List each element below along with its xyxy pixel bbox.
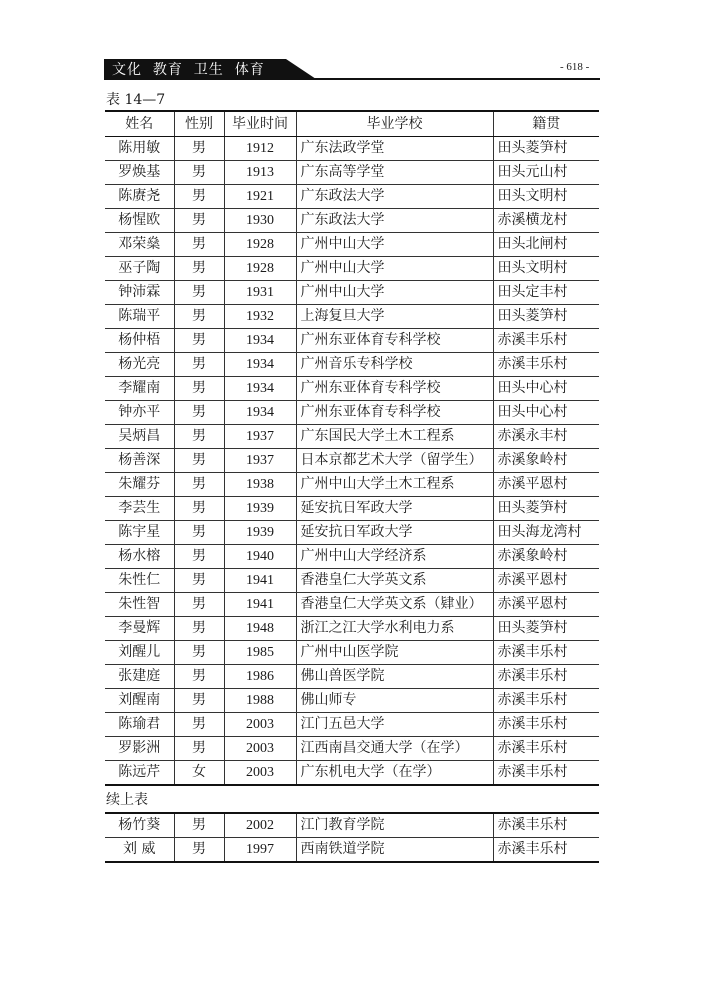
table-caption: 表 14—7 (106, 92, 166, 108)
cell-gender: 男 (174, 209, 224, 233)
header-rule (104, 78, 600, 80)
table-header-row (105, 111, 599, 137)
cell-hometown: 赤溪丰乐村 (493, 641, 599, 665)
cell-school: 江门教育学院 (296, 813, 493, 838)
cell-gender: 男 (174, 521, 224, 545)
cell-name: 杨竹葵 (105, 813, 174, 838)
cell-gender: 男 (174, 473, 224, 497)
cell-school: 香港皇仁大学英文系（肄业） (296, 593, 493, 617)
cell-name: 罗影洲 (105, 737, 174, 761)
cell-year: 1940 (224, 545, 296, 569)
cell-gender: 男 (174, 545, 224, 569)
cell-hometown: 田头元山村 (493, 161, 599, 185)
cell-year: 1948 (224, 617, 296, 641)
cell-year: 2002 (224, 813, 296, 838)
cell-gender: 男 (174, 353, 224, 377)
table-row (105, 185, 599, 209)
table-row (105, 257, 599, 281)
table-row (105, 689, 599, 713)
cell-name: 李芸生 (105, 497, 174, 521)
table-row (105, 305, 599, 329)
cell-year: 1934 (224, 353, 296, 377)
cell-name: 杨仲梧 (105, 329, 174, 353)
cell-hometown: 田头北闸村 (493, 233, 599, 257)
column-header-gender: 性别 (174, 111, 224, 137)
cell-year: 1988 (224, 689, 296, 713)
cell-gender: 男 (174, 137, 224, 161)
column-header-name: 姓名 (105, 111, 174, 137)
table-row (105, 617, 599, 641)
cell-school: 上海复旦大学 (296, 305, 493, 329)
cell-gender: 男 (174, 593, 224, 617)
cell-name: 杨水榕 (105, 545, 174, 569)
table-row (105, 401, 599, 425)
cell-year: 1934 (224, 377, 296, 401)
table-row (105, 233, 599, 257)
cell-hometown: 田头菱笋村 (493, 617, 599, 641)
cell-year: 2003 (224, 737, 296, 761)
table-row (105, 473, 599, 497)
cell-hometown: 赤溪丰乐村 (493, 665, 599, 689)
cell-year: 1928 (224, 257, 296, 281)
table-row (105, 425, 599, 449)
cell-name: 朱耀芬 (105, 473, 174, 497)
cell-school: 江门五邑大学 (296, 713, 493, 737)
cell-school: 广州中山大学土木工程系 (296, 473, 493, 497)
cell-name: 朱性智 (105, 593, 174, 617)
cell-hometown: 赤溪平恩村 (493, 473, 599, 497)
cell-gender: 男 (174, 689, 224, 713)
cell-hometown: 赤溪丰乐村 (493, 329, 599, 353)
cell-hometown: 赤溪平恩村 (493, 593, 599, 617)
cell-school: 广东政法大学 (296, 209, 493, 233)
cell-gender: 男 (174, 713, 224, 737)
table-row (105, 329, 599, 353)
page-number: - 618 - (560, 61, 590, 73)
table-row (105, 161, 599, 185)
cell-school: 广州中山医学院 (296, 641, 493, 665)
cell-name: 杨善深 (105, 449, 174, 473)
cell-hometown: 赤溪丰乐村 (493, 713, 599, 737)
table-row (105, 521, 599, 545)
cell-year: 1939 (224, 521, 296, 545)
table-row (105, 641, 599, 665)
cell-name: 陈宇星 (105, 521, 174, 545)
cell-year: 1985 (224, 641, 296, 665)
cell-school: 日本京都艺术大学（留学生） (296, 449, 493, 473)
cell-year: 1928 (224, 233, 296, 257)
cell-school: 广东法政学堂 (296, 137, 493, 161)
cell-name: 刘醒南 (105, 689, 174, 713)
cell-school: 广东政法大学 (296, 185, 493, 209)
cell-school: 佛山兽医学院 (296, 665, 493, 689)
cell-name: 朱性仁 (105, 569, 174, 593)
cell-school: 广州中山大学 (296, 257, 493, 281)
cell-name: 刘醒儿 (105, 641, 174, 665)
cell-gender: 男 (174, 665, 224, 689)
cell-year: 1997 (224, 838, 296, 863)
cell-name: 吴炳昌 (105, 425, 174, 449)
cell-gender: 男 (174, 425, 224, 449)
table-row (105, 449, 599, 473)
cell-gender: 男 (174, 233, 224, 257)
cell-gender: 男 (174, 737, 224, 761)
cell-name: 巫子陶 (105, 257, 174, 281)
table-row (105, 813, 599, 838)
continuation-caption: 续上表 (106, 792, 148, 808)
column-header-year: 毕业时间 (224, 111, 296, 137)
cell-name: 陈用敏 (105, 137, 174, 161)
cell-name: 陈瑞平 (105, 305, 174, 329)
cell-year: 1930 (224, 209, 296, 233)
cell-year: 1941 (224, 593, 296, 617)
cell-year: 1931 (224, 281, 296, 305)
cell-hometown: 田头中心村 (493, 377, 599, 401)
cell-year: 1921 (224, 185, 296, 209)
cell-gender: 男 (174, 281, 224, 305)
cell-school: 广州中山大学 (296, 233, 493, 257)
table-row (105, 838, 599, 863)
table-row (105, 737, 599, 761)
cell-gender: 男 (174, 569, 224, 593)
cell-gender: 女 (174, 761, 224, 786)
cell-school: 佛山师专 (296, 689, 493, 713)
cell-school: 西南铁道学院 (296, 838, 493, 863)
cell-school: 广州中山大学经济系 (296, 545, 493, 569)
cell-school: 延安抗日军政大学 (296, 497, 493, 521)
cell-gender: 男 (174, 257, 224, 281)
cell-name: 陈赓尧 (105, 185, 174, 209)
cell-name: 李曼辉 (105, 617, 174, 641)
cell-hometown: 赤溪丰乐村 (493, 761, 599, 786)
cell-hometown: 赤溪象岭村 (493, 545, 599, 569)
cell-name: 杨光亮 (105, 353, 174, 377)
table-row (105, 209, 599, 233)
table-row (105, 593, 599, 617)
cell-year: 2003 (224, 761, 296, 786)
cell-hometown: 田头菱笋村 (493, 305, 599, 329)
cell-school: 广州音乐专科学校 (296, 353, 493, 377)
cell-name: 罗焕基 (105, 161, 174, 185)
cell-year: 1941 (224, 569, 296, 593)
cell-hometown: 赤溪丰乐村 (493, 737, 599, 761)
table-row (105, 497, 599, 521)
cell-year: 1939 (224, 497, 296, 521)
cell-gender: 男 (174, 185, 224, 209)
cell-hometown: 田头菱笋村 (493, 497, 599, 521)
cell-hometown: 田头菱笋村 (493, 137, 599, 161)
cell-year: 1938 (224, 473, 296, 497)
cell-gender: 男 (174, 838, 224, 863)
cell-school: 浙江之江大学水利电力系 (296, 617, 493, 641)
cell-hometown: 田头文明村 (493, 257, 599, 281)
cell-name: 刘 威 (105, 838, 174, 863)
cell-hometown: 赤溪丰乐村 (493, 689, 599, 713)
cell-hometown: 赤溪丰乐村 (493, 838, 599, 863)
cell-year: 1986 (224, 665, 296, 689)
cell-school: 香港皇仁大学英文系 (296, 569, 493, 593)
cell-school: 广东国民大学土木工程系 (296, 425, 493, 449)
cell-gender: 男 (174, 497, 224, 521)
cell-school: 广州中山大学 (296, 281, 493, 305)
cell-school: 江西南昌交通大学（在学） (296, 737, 493, 761)
cell-hometown: 田头中心村 (493, 401, 599, 425)
cell-year: 1912 (224, 137, 296, 161)
cell-hometown: 田头文明村 (493, 185, 599, 209)
column-header-hometown: 籍贯 (493, 111, 599, 137)
cell-hometown: 赤溪横龙村 (493, 209, 599, 233)
cell-hometown: 田头定丰村 (493, 281, 599, 305)
table-row (105, 137, 599, 161)
cell-year: 2003 (224, 713, 296, 737)
cell-gender: 男 (174, 329, 224, 353)
cell-year: 1934 (224, 329, 296, 353)
section-title: 文化 教育 卫生 体育 (112, 62, 265, 78)
cell-name: 邓荣燊 (105, 233, 174, 257)
table-row (105, 569, 599, 593)
cell-school: 广州东亚体育专科学校 (296, 377, 493, 401)
cell-name: 陈瑜君 (105, 713, 174, 737)
cell-school: 广州东亚体育专科学校 (296, 329, 493, 353)
cell-hometown: 赤溪平恩村 (493, 569, 599, 593)
cell-name: 钟亦平 (105, 401, 174, 425)
table-row (105, 665, 599, 689)
cell-gender: 男 (174, 449, 224, 473)
cell-year: 1913 (224, 161, 296, 185)
cell-gender: 男 (174, 161, 224, 185)
cell-name: 陈远芹 (105, 761, 174, 786)
cell-gender: 男 (174, 401, 224, 425)
graduates-table (105, 110, 599, 786)
cell-gender: 男 (174, 305, 224, 329)
column-header-school: 毕业学校 (296, 111, 493, 137)
table-row (105, 545, 599, 569)
cell-year: 1937 (224, 425, 296, 449)
cell-hometown: 赤溪丰乐村 (493, 353, 599, 377)
cell-gender: 男 (174, 641, 224, 665)
table-body (105, 137, 599, 786)
continuation-table (105, 812, 599, 863)
cell-hometown: 赤溪永丰村 (493, 425, 599, 449)
table-row (105, 353, 599, 377)
cell-name: 钟沛霖 (105, 281, 174, 305)
cell-gender: 男 (174, 377, 224, 401)
cell-name: 杨惺欧 (105, 209, 174, 233)
table-row (105, 713, 599, 737)
cell-school: 广东机电大学（在学） (296, 761, 493, 786)
table-row (105, 377, 599, 401)
table-row (105, 281, 599, 305)
cell-hometown: 赤溪象岭村 (493, 449, 599, 473)
cell-year: 1934 (224, 401, 296, 425)
cell-school: 延安抗日军政大学 (296, 521, 493, 545)
cell-year: 1937 (224, 449, 296, 473)
cell-name: 张建庭 (105, 665, 174, 689)
cell-hometown: 赤溪丰乐村 (493, 813, 599, 838)
cell-year: 1932 (224, 305, 296, 329)
cell-school: 广州东亚体育专科学校 (296, 401, 493, 425)
cell-gender: 男 (174, 813, 224, 838)
cell-name: 李耀南 (105, 377, 174, 401)
cell-hometown: 田头海龙湾村 (493, 521, 599, 545)
cell-gender: 男 (174, 617, 224, 641)
table-row (105, 761, 599, 786)
cell-school: 广东高等学堂 (296, 161, 493, 185)
continuation-body (105, 813, 599, 862)
